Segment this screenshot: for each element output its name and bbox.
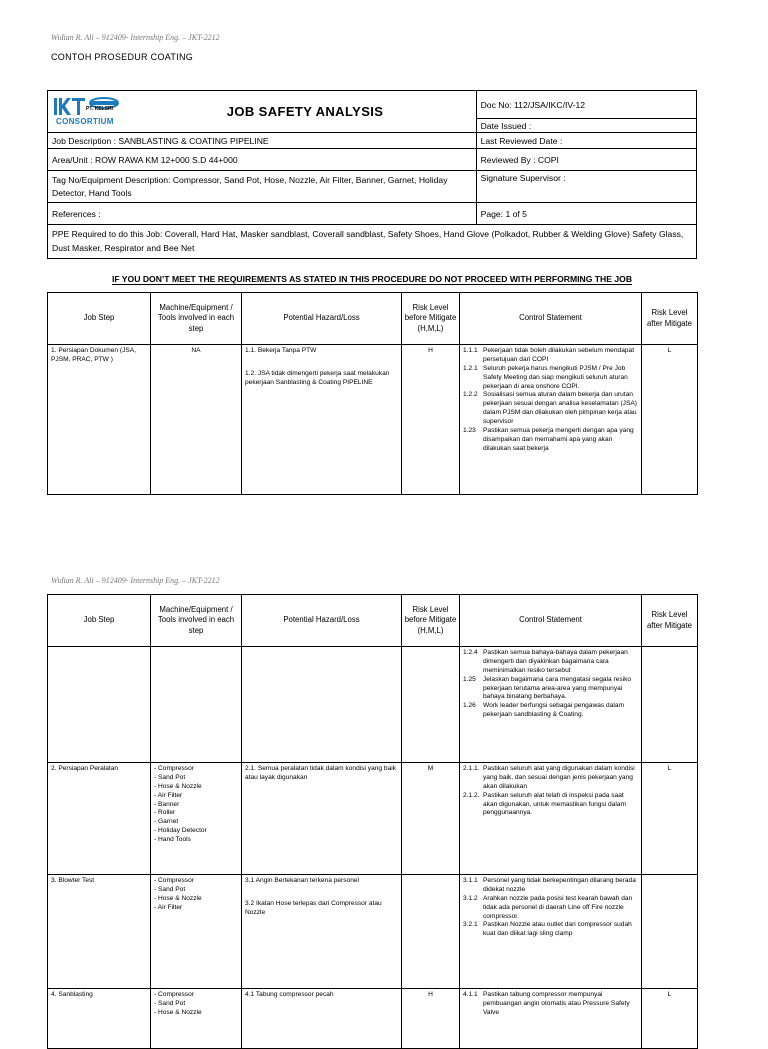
tools-cell: NA bbox=[151, 345, 242, 495]
job-step-cell: 4. Sanblasting bbox=[48, 989, 151, 1049]
col-risk-before: Risk Level before Mitigate (H,M,L) bbox=[402, 293, 460, 345]
doc-number: Doc No: 112/JSA/IKC/IV-12 bbox=[476, 91, 696, 119]
references: References : bbox=[48, 203, 477, 225]
job-step-cell bbox=[48, 647, 151, 763]
control-cell bbox=[460, 647, 642, 763]
risk-after-cell: L bbox=[642, 345, 698, 495]
risk-before-cell: H bbox=[402, 989, 460, 1049]
control-item bbox=[463, 365, 638, 392]
tools-cell bbox=[151, 989, 242, 1049]
tool-item: - Hand Tools bbox=[160, 836, 238, 845]
control-item bbox=[463, 649, 638, 676]
hazard-item: 4.1 Tabung compressor pecah bbox=[245, 991, 334, 998]
tool-item: - Roller bbox=[160, 809, 238, 818]
risk-before-cell bbox=[402, 875, 460, 989]
control-item bbox=[463, 895, 638, 922]
col-control: Control Statement bbox=[460, 293, 642, 345]
control-item bbox=[463, 347, 638, 365]
control-number: 2.1.1. bbox=[463, 765, 480, 772]
control-text: Pastikan seluruh alat telah di inspeksi pada saat akan digunakan, untuk memastikan fungsi dalam penggunaannya. bbox=[483, 791, 626, 817]
control-cell bbox=[460, 763, 642, 875]
date-issued: Date Issued : bbox=[476, 119, 696, 133]
control-text: Personel yang tidak berkepentingan dilarang berada didekat nozzle bbox=[483, 877, 636, 893]
hazard-cell bbox=[242, 875, 402, 989]
risk-before-cell bbox=[402, 647, 460, 763]
tool-item: - Compressor bbox=[160, 765, 238, 774]
risk-after-cell: L bbox=[642, 989, 698, 1049]
tool-item: - Banner bbox=[160, 801, 238, 810]
document-subtitle: CONTOH PROSEDUR COATING bbox=[51, 52, 194, 62]
control-number: 1.2.4 bbox=[463, 649, 478, 656]
control-item bbox=[463, 765, 638, 792]
header-note-2: Widian R. Ali – 912409- Internship Eng. – JKT-2212 bbox=[51, 576, 220, 585]
control-number: 3.1.2 bbox=[463, 894, 478, 902]
job-description: Job Description : SANBLASTING & COATING PIPELINE bbox=[48, 133, 477, 149]
control-number: 3.2.1 bbox=[463, 921, 478, 929]
col-risk-after: Risk Level after Mitigate bbox=[642, 293, 698, 345]
header-note: Widian R. Ali – 912409- Internship Eng. – JKT-2212 bbox=[51, 33, 220, 42]
job-step-cell: 3. Blowter Test bbox=[48, 875, 151, 989]
signature-supervisor: Signature Supervisor : bbox=[476, 171, 696, 203]
tool-item: - Compressor bbox=[160, 991, 238, 1000]
col-machine: Machine/Equipment / Tools involved in each step bbox=[151, 293, 242, 345]
hazard-cell bbox=[242, 647, 402, 763]
tools-cell bbox=[151, 763, 242, 875]
control-number: 1.23 bbox=[463, 427, 476, 435]
hazard-cell bbox=[242, 763, 402, 875]
col-hazard: Potential Hazard/Loss bbox=[242, 595, 402, 647]
company-logo bbox=[52, 95, 122, 129]
table-row bbox=[48, 647, 698, 763]
hazard-item: 1.1. Bekerja Tanpa PTW bbox=[245, 347, 317, 354]
hazard-item: 3.1 Angin Bertekanan terkena personel bbox=[245, 877, 360, 884]
page-number: Page: 1 of 5 bbox=[476, 203, 696, 225]
hazard-gap bbox=[245, 356, 398, 370]
tool-item: - Garnet bbox=[160, 818, 238, 827]
warning-banner bbox=[47, 274, 697, 284]
logo-kelsri-text: PT. KELSRI bbox=[86, 105, 113, 112]
tools-list bbox=[154, 877, 238, 913]
tools-cell bbox=[151, 875, 242, 989]
area-unit: Area/Unit : ROW RAWA KM 12+000 S.D 44+000 bbox=[48, 149, 477, 171]
tool-item: - Hose & Nozzle bbox=[160, 783, 238, 792]
hazard-gap bbox=[245, 886, 398, 900]
tool-item: - Sand Pot bbox=[160, 1000, 238, 1009]
table-row bbox=[48, 989, 698, 1049]
tools-list bbox=[154, 765, 238, 845]
control-cell bbox=[460, 989, 642, 1049]
control-number: 1.2.2 bbox=[463, 391, 478, 399]
tool-item: - Hose & Nozzle bbox=[160, 1009, 238, 1018]
hazard-cell bbox=[242, 989, 402, 1049]
col-risk-after: Risk Level after Mitigate bbox=[642, 595, 698, 647]
table-row bbox=[48, 763, 698, 875]
tool-item: - Holiday Detector bbox=[160, 827, 238, 836]
job-steps-table-1 bbox=[47, 292, 698, 495]
control-number: 1.2.1 bbox=[463, 364, 478, 372]
col-machine: Machine/Equipment / Tools involved in each step bbox=[151, 595, 242, 647]
col-job-step: Job Step bbox=[48, 293, 151, 345]
hazard-cell bbox=[242, 345, 402, 495]
tool-item: - Sand Pot bbox=[160, 774, 238, 783]
risk-after-cell: L bbox=[642, 763, 698, 875]
control-text: Jelaskan bagaimana cara mengatasi segala resiko pekerjaan terutama area-area yang mempunyai bahaya binatang berbahaya. bbox=[483, 675, 632, 701]
tool-item: - Air Filter bbox=[160, 904, 238, 913]
risk-before-cell: H bbox=[402, 345, 460, 495]
tool-item: - Compressor bbox=[160, 877, 238, 886]
control-text: Sosialisasi semua aturan dalam bekerja dan urutan pekerjaan sesuai dengan analisa keselamatan (JSA) dalam PJSM dan dilakukan oleh pimpinan kerja atau supervisor bbox=[483, 391, 637, 426]
logo-consortium-text: CONSORTIUM bbox=[56, 116, 114, 126]
control-text: Pastikan Nozzle atau outlet dari compressor sudah kuat dan diikat lagi sling clamp bbox=[483, 921, 632, 938]
control-text: Work leader berfungsi sebagai pengawas dalam pekerjaan sandblasting & Coating. bbox=[483, 702, 624, 719]
control-number: 1.25 bbox=[463, 675, 476, 683]
warning-text: IF YOU DON’T MEET THE REQUIREMENTS AS STATED IN THIS PROCEDURE DO NOT PROCEED WITH PERFORMING THE JOB bbox=[111, 274, 633, 284]
control-item bbox=[463, 676, 638, 703]
control-text: Pastikan semua pekerja mengerti dengan apa yang disampaikan dan memahami apa yang akan dilakukan saat bekerja bbox=[483, 427, 634, 452]
hazard-item: 3.2 Ikatan Hose terlepas dari Compressor atau Nozzle bbox=[245, 899, 382, 916]
hazard-item: 2.1. Semua peralatan tidak dalam kondisi yang baik atau layak digunakan bbox=[245, 765, 397, 781]
control-text: Pekerjaan tidak boleh dilakukan sebelum mendapat persetujuan dari COPI bbox=[483, 347, 635, 363]
control-item bbox=[463, 702, 638, 720]
control-text: Arahkan nozzle pada posisi test kearah bawah dan tidak ada personel di daerah Line off Fire nozzle compressor. bbox=[483, 894, 633, 920]
hazard-item: 1.2. JSA tidak dimengerti pekerja saat melakukan pekerjaan Sanblasting & Coating PIPELINE bbox=[245, 369, 390, 386]
control-item bbox=[463, 921, 638, 939]
table-row bbox=[48, 875, 698, 989]
risk-after-cell bbox=[642, 875, 698, 989]
tool-item: - Sand Pot bbox=[160, 886, 238, 895]
control-item bbox=[463, 427, 638, 454]
reviewed-by: Reviewed By : COPI bbox=[476, 149, 696, 171]
control-item bbox=[463, 391, 638, 427]
control-text: Pastikan seluruh alat yang digunakan dalam kondisi yang baik, dan sesuai dengan jenis pekerjaan yang akan dilakukan bbox=[483, 765, 635, 790]
last-reviewed-date: Last Reviewed Date : bbox=[476, 133, 696, 149]
ppe-required: PPE Required to do this Job: Coverall, Hard Hat, Masker sandblast, Coverall sandblast, Safety Shoes, Hand Glove (Polkadot, Rubber & Welding Glove) Safety Glass, Dust Masker, Respirator and Bee Net bbox=[48, 225, 697, 259]
col-risk-before: Risk Level before Mitigate (H,M,L) bbox=[402, 595, 460, 647]
control-text: Seluruh pekerja harus mengikuti PJSM / Pre Job Safety Meeting dan siap mengikuti seluruh aturan pekerjaan di area onshore COPI. bbox=[483, 364, 628, 390]
col-job-step: Job Step bbox=[48, 595, 151, 647]
job-step-cell: 1. Persiapan Dokumen (JSA, PJSM, PRAC, PTW ) bbox=[48, 345, 151, 495]
control-item bbox=[463, 792, 638, 819]
logo-cell bbox=[48, 91, 135, 133]
control-item bbox=[463, 991, 638, 1018]
tool-item: - Air Filter bbox=[160, 792, 238, 801]
tool-item: - Hose & Nozzle bbox=[160, 895, 238, 904]
table-row bbox=[48, 345, 698, 495]
col-control: Control Statement bbox=[460, 595, 642, 647]
tools-list bbox=[154, 991, 238, 1018]
risk-after-cell bbox=[642, 647, 698, 763]
control-text: Pastikan tabung compressor mempunyai pembuangan angin otomatis atau Pressure Safety Valve bbox=[483, 991, 630, 1016]
control-number: 3.1.1 bbox=[463, 877, 478, 884]
control-number: 4.1.1 bbox=[463, 991, 478, 998]
jsa-title: JOB SAFETY ANALYSIS bbox=[134, 91, 476, 133]
jsa-header-table bbox=[47, 90, 697, 259]
tag-equipment-description: Tag No/Equipment Description: Compressor, Sand Pot, Hose, Nozzle, Air Filter, Banner, Garnet, Holiday Detector, Hand Tools bbox=[48, 171, 477, 203]
control-cell bbox=[460, 345, 642, 495]
control-number: 1.26 bbox=[463, 702, 476, 710]
tools-cell bbox=[151, 647, 242, 763]
job-steps-table-2 bbox=[47, 594, 698, 1049]
control-number: 2.1.2. bbox=[463, 791, 480, 799]
control-number: 1.1.1 bbox=[463, 347, 478, 354]
job-step-cell: 2. Persiapan Peralatan bbox=[48, 763, 151, 875]
risk-before-cell: M bbox=[402, 763, 460, 875]
col-hazard: Potential Hazard/Loss bbox=[242, 293, 402, 345]
control-cell bbox=[460, 875, 642, 989]
control-text: Pastikan semua bahaya-bahaya dalam pekerjaan dimengerti dan diyakinkan bagaimana cara meminimalkan resiko tersebut bbox=[483, 649, 628, 674]
control-item bbox=[463, 877, 638, 895]
